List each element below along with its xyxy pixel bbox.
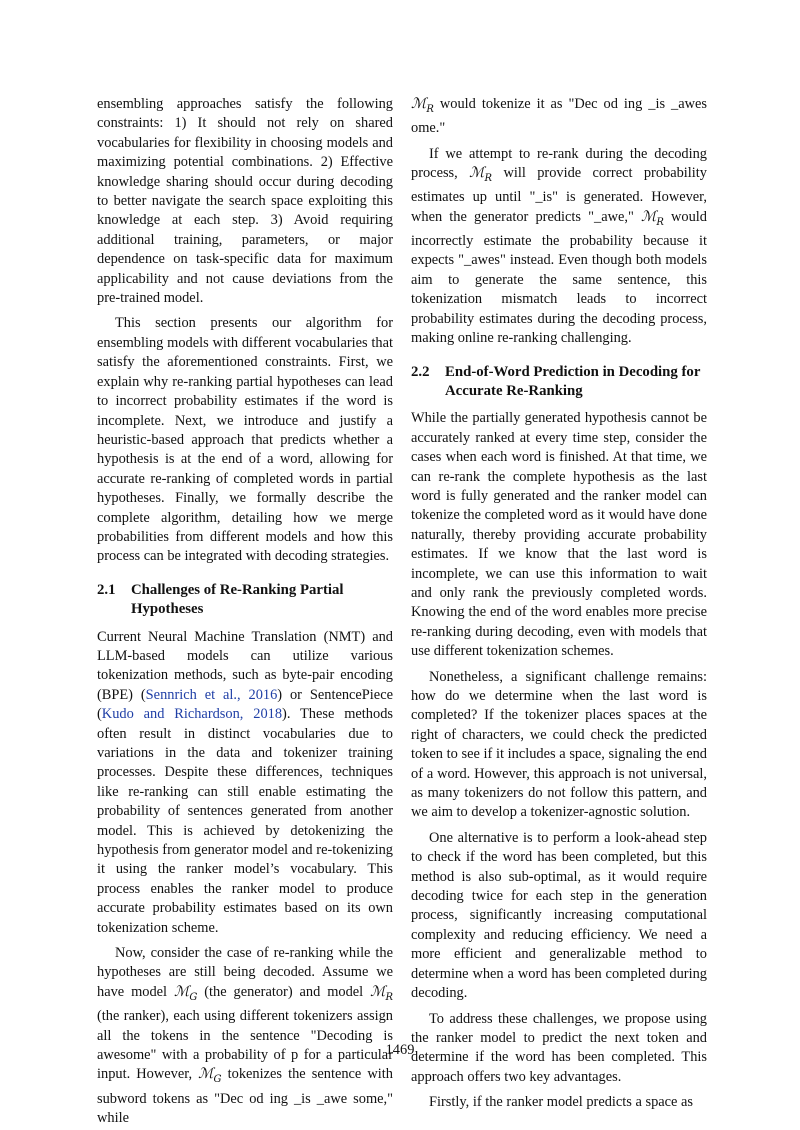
section-title: Challenges of Re-Ranking Partial Hypotheses bbox=[131, 581, 344, 618]
paragraph: This section presents our algorithm for ensembling models with different vocabularies that satisfy the aforementioned constraints. First, we explain why re-ranking partial hypotheses can lead to incorrect probability estimates if the word is incomplete. Next, we introduce and justify a heuristic-based approach that predicts whether a hypothesis is at the end of a word, allowing for accurate re-ranking of completed words in partial hypotheses. Finally, we formally describe the complete algorithm, detailing how we merge probabilities from different models and how this process can be integrated with decoding strategies. bbox=[97, 315, 393, 565]
section-number: 2.1 bbox=[97, 581, 116, 598]
paragraph: To address these challenges, we propose using the ranker model to predict the next token and determine if the word has been completed. This approach offers two key advantages. bbox=[411, 1010, 707, 1085]
math-model-ranker: ℳ$_R$ bbox=[411, 96, 434, 115]
citation-link[interactable]: Sennrich et al., 2016 bbox=[145, 686, 278, 703]
math-model-ranker: ℳ$_R$ bbox=[370, 983, 393, 1003]
paragraph: Nonetheless, a significant challenge remains: how do we determine when the last word is completed? If the tokenizer places spaces at the right of characters, we could check the predicted token to see if it includes a space, signaling the end of a word. However, this approach is not universal, as many tokenizers do not follow this pattern, and we aim to develop a tokenizer-agnostic solution. bbox=[411, 668, 707, 821]
math-model-generator: ℳ$_G$ bbox=[173, 983, 198, 1003]
left-column bbox=[97, 95, 393, 1128]
text-run: ). These methods often result in distinct vocabularies due to variations in the data and tokenizer training processes. Despite these differences, techniques like re-ranking can still enable estimating the probability of sentences generated from another model. This is achieved by detokenizing the hypothesis from generator model and re-tokenizing it using the ranker model’s vocabulary. This process enables the ranker model to produce accurate probability estimates based on its own tokenization scheme. bbox=[97, 706, 393, 936]
right-column bbox=[411, 95, 707, 1113]
text-run: would tokenize it as "Dec od ing _is _awes ome." bbox=[411, 96, 707, 137]
section-heading-2-1 bbox=[97, 581, 393, 620]
text-run: will provide correct probability estimates up until "_is" is generated. However, when the generator predicts "_awe," bbox=[411, 165, 707, 225]
paragraph bbox=[97, 944, 393, 1128]
paragraph: Firstly, if the ranker model predicts a space as bbox=[429, 1094, 694, 1111]
section-title: End-of-Word Prediction in Decoding for Accurate Re-Ranking bbox=[445, 363, 701, 399]
paragraph: While the partially generated hypothesis cannot be accurately ranked at every time step, consider the cases when each word is finished. At that time, we can re-rank the complete hypothesis as the last word is fully generated and the ranker model can tokenize the completed word as it would have done naturally, thereby providing accurate probability estimates. If we know that the last word is incomplete, we can use this information to wait and only rank the previously completed words. Knowing the end of the word enables more precise re-ranking during decoding, even with models that use different tokenization schemes. bbox=[411, 410, 707, 660]
paragraph: ensembling approaches satisfy the following constraints: 1) It should not rely on shared vocabularies for flexibility in choosing models and maximizing potential combinations. 2) Effective knowledge sharing should occur during decoding to better navigate the search space exploiting this knowledge at each step. 3) Avoid requiring additional training, parameters, or major dependence on task-specific data for maximum applicability and not cause deviations from the pre-trained model. bbox=[97, 96, 393, 307]
text-run: Current Neural Machine Translation (NMT) and LLM-based models can utilize various tokenization methods, such as byte-pair encoding (BPE) ( bbox=[97, 628, 393, 703]
text-run: tokenizes the sentence with subword tokens as "Dec od ing _is _awe some," while bbox=[97, 1066, 393, 1127]
math-model-ranker: ℳ$_R$ bbox=[640, 208, 664, 228]
paragraph bbox=[97, 628, 393, 939]
paragraph bbox=[411, 145, 707, 349]
paragraph: One alternative is to perform a look-ahead step to check if the word has been completed, but this method is also sub-optimal, as it would require decoding twice for each step in the generation process, significantly increasing computational complexity and reducing efficiency. We need a more efficient and generalizable method to determine when a word has been completed during decoding. bbox=[411, 829, 707, 1002]
page-number: 1469 bbox=[385, 1042, 415, 1058]
citation-link[interactable]: Kudo and Richardson, 2018 bbox=[101, 706, 283, 723]
text-run: (the ranker), each using different tokenizers assign all the tokens in the sentence "Decoding is awesome" with a probability of p for a particular input. However, bbox=[97, 1008, 393, 1083]
text-run: (the generator) and model bbox=[197, 983, 371, 1000]
text-run: Now, consider the case of re-ranking while the hypotheses are still being decoded. Assume we have model bbox=[97, 945, 393, 1000]
math-model-ranker: ℳ$_R$ bbox=[469, 165, 493, 184]
text-run: would incorrectly estimate the probability because it expects "_awes" instead. Even though both models aim to generate the same sentence, this tokenization mismatch leads to incorrect probability estimates during the decoding process, making online re-ranking challenging. bbox=[411, 208, 707, 347]
math-model-generator: ℳ$_G$ bbox=[198, 1066, 222, 1086]
paragraph bbox=[411, 95, 707, 139]
section-heading-2-2 bbox=[411, 363, 707, 402]
text-run: If we attempt to re-rank during the decoding process, bbox=[411, 145, 707, 182]
text-run: ) or SentencePiece ( bbox=[97, 686, 393, 723]
section-number: 2.2 bbox=[411, 363, 430, 380]
